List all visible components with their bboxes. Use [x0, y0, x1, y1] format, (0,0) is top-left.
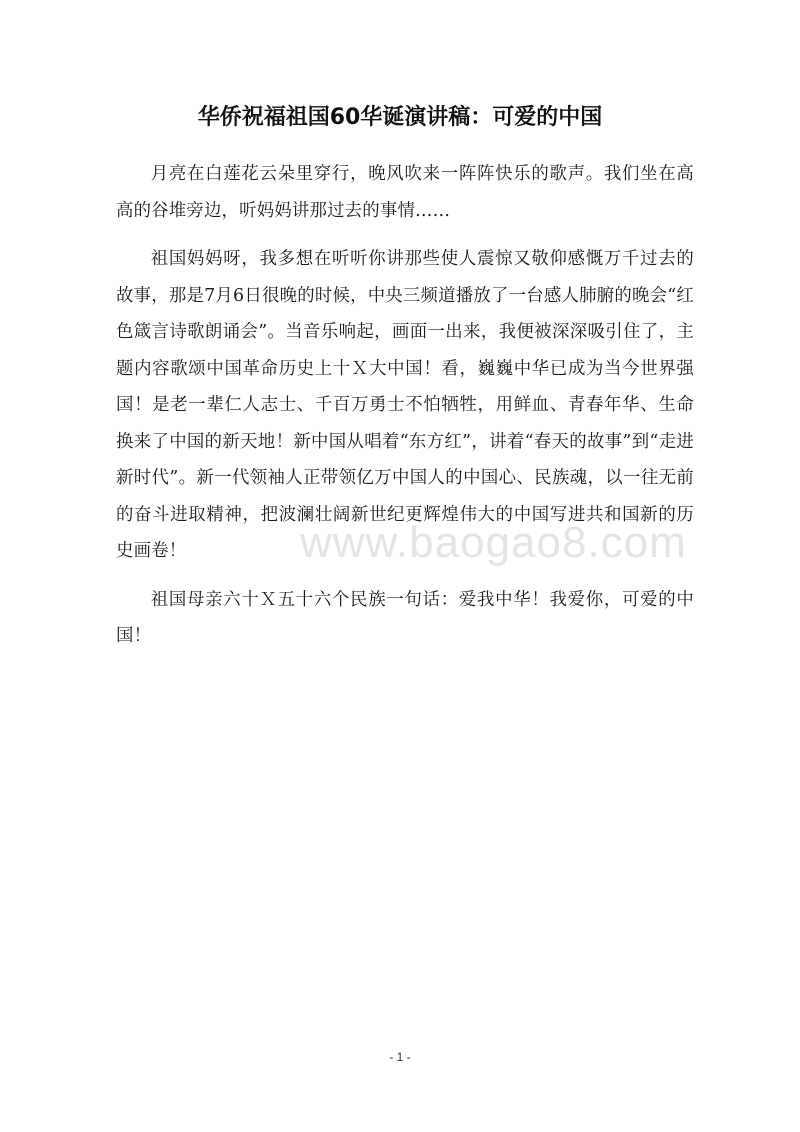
document-body: [116, 156, 694, 667]
watermark: www.baogao8.com: [300, 518, 687, 567]
paragraph-1: 月亮在白莲花云朵里穿行，晚风吹来一阵阵快乐的歌声。我们坐在高高的谷堆旁边，听妈妈讲那过去的事情……: [116, 164, 694, 221]
page-number: - 1 -: [389, 1050, 411, 1064]
paragraph-3: 祖国母亲六十Ｘ五十六个民族一句话：爱我中华！我爱你，可爱的中国！: [116, 589, 694, 646]
paragraph-2: 祖国妈妈呀，我多想在听听你讲那些使人震惊又敬仰感慨万千过去的故事，那是7月6日很晚的时候，中央三频道播放了一台感人肺腑的晚会“红色箴言诗歌朗诵会”。当音乐响起，画面一出来，我便被深深吸引住了，主题内容歌颂中国革命历史上十Ｘ大中国！看，巍巍中华已成为当今世界强国！是老一辈仁人志士、千百万勇士不怕牺牲，用鲜血、青春年华、生命换来了中国的新天地！新中国从唱着“东方红”，讲着“春天的故事”到“走进新时代”。新一代领袖人正带领亿万中国人的中国心、民族魂，以一往无前的奋斗进取精神，把波澜壮阔新世纪更辉煌伟大的中国写进共和国新的历史画卷！: [116, 249, 694, 561]
document-title: 华侨祝福祖国60华诞演讲稿：可爱的中国: [197, 105, 603, 130]
